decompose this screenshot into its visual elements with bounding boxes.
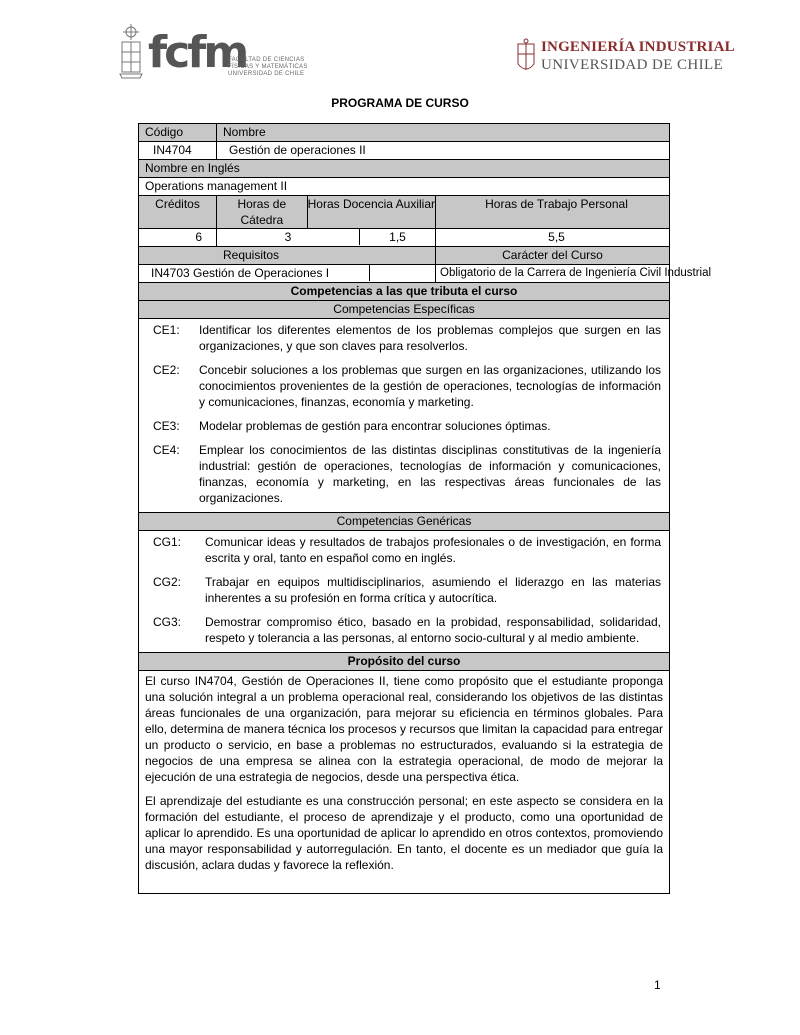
personal-hours-value: 5,5 <box>436 229 670 247</box>
competency-item <box>147 362 661 410</box>
competencies-heading: Competencias a las que tributa el curso <box>139 283 670 301</box>
english-name: Operations management II <box>139 178 670 196</box>
competency-text: Modelar problemas de gestión para encontrar soluciones óptimas. <box>199 419 551 433</box>
competency-item <box>147 418 661 434</box>
competency-item <box>147 442 661 506</box>
competency-text: Identificar los diferentes elementos de los problemas complejos que surgen en las organizaciones, y que son claves para resolverlos. <box>199 323 661 353</box>
code-label: Código <box>139 124 217 142</box>
faculty-line: FACULTAD DE CIENCIAS <box>228 57 305 63</box>
purpose-heading: Propósito del curso <box>139 653 670 671</box>
purpose-paragraph: El aprendizaje del estudiante es una construcción personal; en este aspecto se considera en la formación del estudiante, el proceso de aprendizaje y el producto, como una oportunidad de aplicar lo aprendido. Es una oportunidad de aplicar lo aprendido en otros contextos, promoviendo una mayor responsabilidad y autorregulación. En tanto, el docente es un mediador que guía la discusión, aclara dudas y favorece la reflexión. <box>145 794 663 872</box>
name-label: Nombre <box>217 124 670 142</box>
faculty-line: FÍSICAS Y MATEMÁTICAS <box>228 64 308 70</box>
purpose-paragraph: El curso IN4704, Gestión de Operaciones II, tiene como propósito que el estudiante proponga una solución integral a un problema operacional real, considerando los objetivos de las distintas áreas funcionales de una organización, para mejorar su eficiencia en términos globales. Para ello, determina de manera técnica los procesos y recursos que limitan la capacidad para entregar un producto o servicio, en base a problemas no estructurados, evaluando si la estrategia de negocios de una empresa se alinea con la estrategia operacional, de modo de mejorar la ejecución de una estrategia de negocios, desde una perspectiva ética. <box>145 674 663 784</box>
specific-competencies-cell <box>139 319 670 513</box>
fcfm-wordmark: fcfm <box>148 27 247 78</box>
generic-competencies-cell <box>139 531 670 653</box>
purpose-cell <box>139 671 670 894</box>
competency-code: CE3: <box>153 419 180 433</box>
university-name: UNIVERSIDAD DE CHILE <box>541 57 724 73</box>
english-name-label: Nombre en Inglés <box>139 160 670 178</box>
character-label: Carácter del Curso <box>436 247 670 265</box>
competency-item <box>147 534 661 566</box>
course-program-table <box>138 123 712 894</box>
specific-competencies-heading: Competencias Específicas <box>139 301 670 319</box>
character-value: Obligatorio de la Carrera de Ingeniería Civil Industrial <box>436 265 670 283</box>
faculty-line: UNIVERSIDAD DE CHILE <box>228 71 305 77</box>
requisites-label: Requisitos <box>222 248 280 262</box>
competency-item <box>147 574 661 606</box>
competency-text: Concebir soluciones a los problemas que surgen en las organizaciones, utilizando los conocimientos provenientes de la gestión de operaciones, tecnologías de información y comunicaciones, finanzas, economía y marketing. <box>199 363 661 409</box>
competency-code: CE4: <box>153 443 180 457</box>
faculty-name <box>228 57 318 78</box>
aux-hours-value: 1,5 <box>359 229 435 245</box>
competency-item <box>147 614 661 646</box>
page-title: PROGRAMA DE CURSO <box>331 96 469 110</box>
competency-code: CG3: <box>153 615 182 629</box>
page-number: 1 <box>654 978 661 992</box>
credits-value: 6 <box>139 229 217 247</box>
hours-split-cell <box>217 196 436 229</box>
competency-code: CE2: <box>153 363 180 377</box>
requisites-cell <box>139 265 436 283</box>
requisites-label-cell <box>139 247 436 265</box>
department-name: INGENIERÍA INDUSTRIAL <box>541 39 735 55</box>
course-code: IN4704 <box>139 142 217 160</box>
competency-item <box>147 322 661 354</box>
competency-text: Demostrar compromiso ético, basado en la probidad, responsabilidad, solidaridad, respeto y tolerancia a las personas, al entorno socio-cultural y al medio ambiente. <box>205 615 661 645</box>
generic-competencies-heading: Competencias Genéricas <box>139 513 670 531</box>
competency-code: CE1: <box>153 323 180 337</box>
purpose-body <box>139 671 669 893</box>
lecture-hours-header: Horas de Cátedra <box>237 197 287 227</box>
hours-values-split <box>217 229 436 247</box>
specific-competencies-list <box>139 319 669 512</box>
aux-hours-header: Horas Docencia Auxiliar <box>307 196 435 228</box>
university-crest-icon <box>516 38 536 78</box>
lecture-hours-value: 3 <box>284 230 292 244</box>
ingenieria-industrial-logo <box>516 38 735 82</box>
competency-text: Emplear los conocimientos de las distintas disciplinas constitutivas de la ingeniería industrial: gestión de operaciones, tecnologías de información y comunicaciones, finanzas, economía y marketing, en las respectivas áreas funcionales de las organizaciones. <box>199 443 661 505</box>
course-name: Gestión de operaciones II <box>217 142 670 160</box>
credits-header: Créditos <box>139 196 217 229</box>
competency-text: Comunicar ideas y resultados de trabajos profesionales o de investigación, en forma escrita y oral, tanto en español como en inglés. <box>205 535 661 565</box>
personal-hours-header: Horas de Trabajo Personal <box>436 196 670 229</box>
university-seal-icon <box>118 24 144 80</box>
generic-competencies-list <box>139 531 669 652</box>
competency-text: Trabajar en equipos multidisciplinarios, asumiendo el liderazgo en las materias inherentes a su profesión en forma crítica y autocrítica. <box>205 575 661 605</box>
requisites-value: IN4703 Gestión de Operaciones I <box>151 266 330 280</box>
competency-code: CG1: <box>153 535 182 549</box>
fcfm-logo <box>118 24 318 82</box>
competency-code: CG2: <box>153 575 182 589</box>
